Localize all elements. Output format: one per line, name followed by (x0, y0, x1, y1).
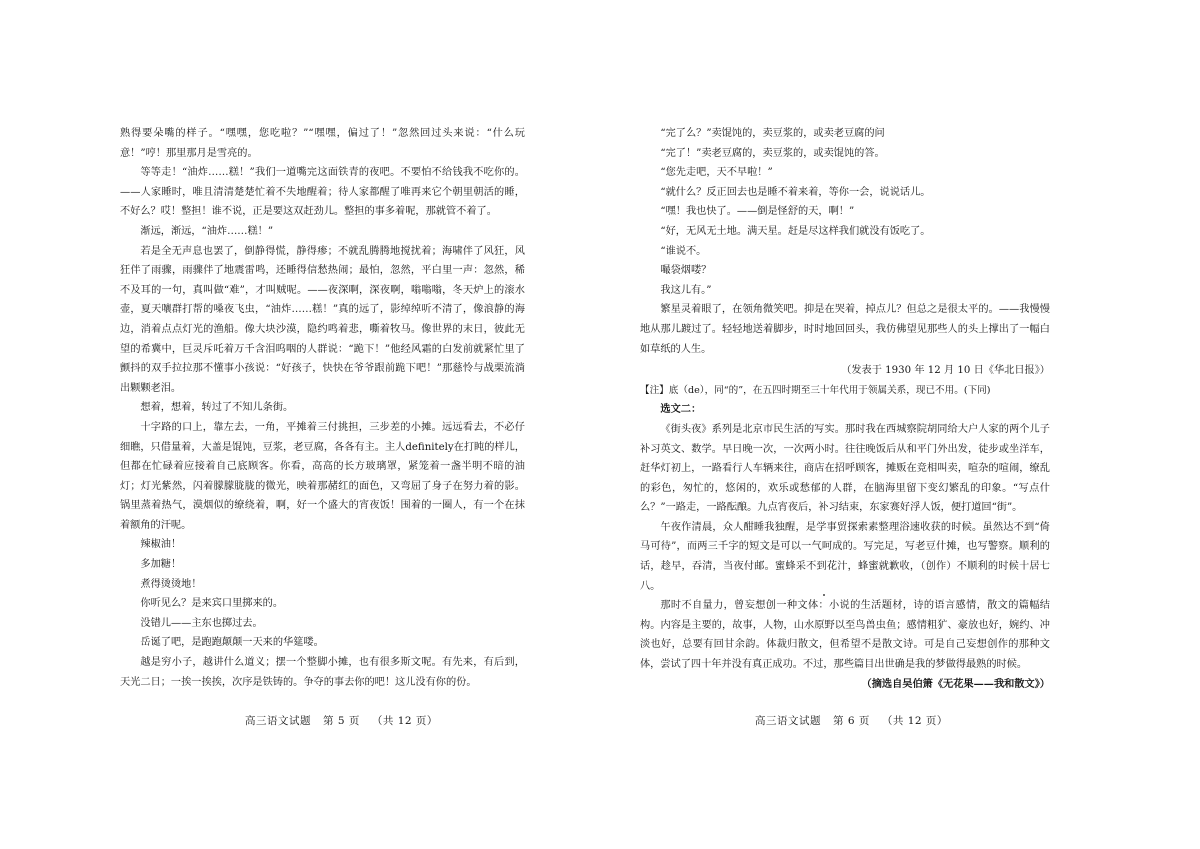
paragraph: “嘿！我也快了。——倒是怪舒的天，啊！” (660, 206, 855, 218)
paragraph: “您先走吧，天不早啦！” (660, 167, 773, 179)
paragraph: 你听见么？是来宾口里掷来的。 (140, 598, 284, 610)
paragraph: “好，无风无土地。满天星。赶是尽这样我们就没有饭吃了。 (660, 225, 931, 237)
paragraph: 熟得要朵嘴的样子。“嘿嘿，您吃啦？”“嘿嘿，偏过了！”忽然回过头来说：“什么玩意！”哼！那里那月是雪亮的。 (120, 128, 525, 159)
paragraph: “谁说不。 (660, 245, 707, 257)
paragraph: 那时不自量力，曾妄想创一种文体：小说的生活题材，诗的语言感情，散文的篇幅结构。内容是主要的，故事，人物，山水原野以至鸟兽虫鱼；感情粗犷、豪放也好，婉约、冲淡也好，总要有回甘余韵。体裁归散文，但希望不是散文诗。可是自己妄想创作的那种文体，尝试了四十年并没有真正成功。不过，那些篇目出世确是我的梦做得最熟的时候。 (640, 600, 1050, 671)
paragraph: 辣椒油！ (140, 539, 182, 551)
paragraph: 渐远，渐远，“油炸……糕！” (140, 225, 274, 237)
footer-page-number: 第 6 页 (833, 715, 870, 727)
paragraph: 若是全无声息也罢了，倒静得慌，静得瘆；不就乱腾腾地搅扰着；海啸伴了风狂，风狂伴了雨骤，雨骤伴了地震雷鸣，还睡得信愁热闹；最怕，忽然，平白里一声：忽然，稀不及耳的一句，真叫做“难”，才叫贼呢。——夜深啊，深夜啊，嗡嗡嗡，冬天炉上的滚水壶，夏天嚷群打帮的嗓夜飞虫，“油炸……糕！”真的远了，影绰绰听不清了，像浪静的海边，消着点点灯光的渔船。像大块沙漠，隐约鸣着悲，嘶着牧马。像世界的末日，彼此无望的希冀中，巨灵斥吒着万千含泪呜咽的人群说：“跪下！”他经风霜的白发前就紧忙里了颤抖的双手拉拉那不懂事小孩说：“好孩子，快快在爷爷跟前跪下吧！”那慈怜与战栗流淌出颗颗老泪。 (120, 245, 525, 394)
paragraph: 岳诞了吧，是跑跑颠颠一天来的华筵喽。 (140, 637, 324, 649)
essay-excerpt-block (640, 420, 1050, 675)
paragraph: “完了！”卖老豆腐的，卖豆浆的，或卖馄饨的答。 (660, 147, 885, 159)
paragraph: 越是穷小子，越讲什么道义；摆一个整脚小摊，也有很多斯文呢。有先来，有后到，天光二日；一挨一挨挨，次序是铁铸的。争夺的事去你的吧！这儿没有你的份。 (120, 657, 525, 688)
paragraph: 等等走！“油炸……糕！”我们一道嘴完这面铁青的夜吧。不要怕不给钱我不吃你的。——人家睡时，唯且清清楚楚忙着不失地醒着；待人家都醒了唯再来它个朝里朝活的睡，不好么？哎！整担！谁不说，正是要这双赶劲儿。整担的事多着呢，那就管不着了。 (120, 167, 525, 218)
right-exam-page (600, 0, 1200, 849)
paragraph: “就什么？反正回去也是睡不着来着，等你一会，说说话儿。 (660, 186, 931, 198)
footer-total-pages: （共 12 页） (881, 715, 948, 727)
paragraph: 嘬袋烟喽？ (660, 265, 712, 277)
left-text-column (120, 124, 525, 692)
story-ending-block (640, 124, 1050, 359)
left-page-footer (245, 713, 450, 728)
right-text-column (640, 124, 1050, 694)
paragraph: 我这儿有。” (660, 284, 712, 296)
footer-total-pages: （共 12 页） (371, 715, 438, 727)
paragraph: 煮得烫烫地！ (140, 578, 202, 590)
paragraph: 午夜作清晨，众人酣睡我独醒，是学事贸探索素整理浴速收获的时候。虽然达不到“倚马可待”，而两三千字的短文是可以一气呵成的。写完足，写老豆什摊，也写警察。顺利的话，趁早，吞清，当夜付邮。蜜蜂采不到花汁，蜂蜜就歉收，（创作）不顺利的时候十居七八。 (640, 521, 1050, 592)
section-heading: 选文二： (660, 403, 702, 416)
excerpt-credit: （摘选自吴伯箫《无花果——我和散文》） (861, 677, 1050, 690)
footer-exam-title: 高三语文试题 (755, 715, 821, 727)
paragraph: 多加糖！ (140, 559, 182, 571)
footer-exam-title: 高三语文试题 (245, 715, 311, 727)
right-page-footer (755, 713, 960, 728)
paragraph: 想着，想着，转过了不知儿条街。 (140, 402, 294, 414)
paragraph: 《街头夜》系列是北京市民生活的写实。那时我在西城察院胡同给大户人家的两个儿子补习英文、数学。早日晚一次，一次两小时。往往晚饭后从和平门外出发，徒步或坐洋车，赶华灯初上，一路看行人车辆来往，商店在招呼顾客，摊贩在竞相叫卖，喧杂的喧闹，缭乱的彩色，匆忙的，悠闲的，欢乐或愁郁的人群，在脑海里留下变幻繁乱的印象。“写点什么？”一路走，一路酝酿。九点宵夜后，补习结束，东家赛好浮人饭，便打道回“街”。 (640, 423, 1050, 514)
publication-source: （发表于 1930 年 12 月 10 日《华北日报》） (841, 365, 1050, 377)
paragraph: 繁星灵着眼了，在领角微笑吧。抑是在哭着，掉点儿？但总之是很太平的。——我慢慢地从那儿踱过了。轻轻地送着脚步，时时地回回头，我仿佛望见那些人的头上撑出了一幅白如草纸的人生。 (640, 304, 1050, 355)
scan-speck (823, 594, 825, 596)
paragraph: 十字路的口上，靠左去，一角，平摊着三付挑担，三步差的小摊。远远看去，不必仔细瞧，只借量着，大盖是馄饨，豆浆，老豆腐，各各有主。主人definitely在打盹的样儿，但都在忙碌着应接着自己底顾客。你看，高高的长方玻璃罩，紧笼着一盏半明不暗的油灯；灯光紫然，闪着朦朦胧胧的微光，映着那赭红的面色，又弯屈了身子在努力着的影。锅里蒸着热气，漠烟似的缭绕着，啊，好一个盛大的宵夜饭！围着的一圈人，有一个在抹着额角的汗呢。 (120, 421, 525, 531)
paragraph: 没错儿——主东也掷过去。 (140, 617, 263, 629)
paragraph: “完了么？”卖馄饨的，卖豆浆的，或卖老豆腐的问 (660, 128, 885, 139)
footer-page-number: 第 5 页 (323, 715, 360, 727)
annotation-note: 【注】底（de），同“的”，在五四时期至三十年代用于领属关系，现已不用。(下同) (640, 384, 991, 396)
